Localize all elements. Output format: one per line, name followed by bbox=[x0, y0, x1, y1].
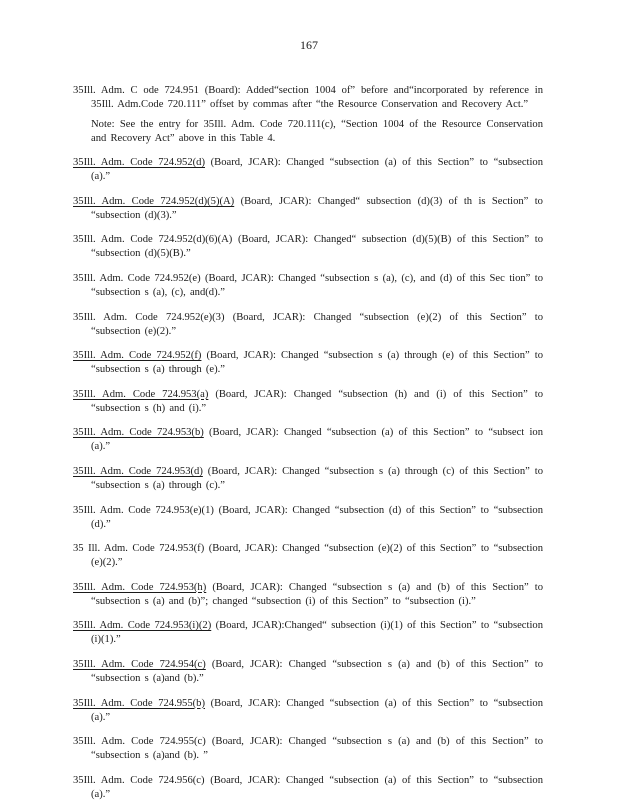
amendment-entry: 35Ill. Adm. C ode 724.951 (Board): Added“section 1004 of” before and“incorporated by reference in 35Ill. Adm.Code 720.111” offset by commas after “the Resource Conservation and Recovery Act.” bbox=[73, 84, 543, 110]
amendment-entry: 35Ill. Adm. Code 724.952(d)(5)(A) (Board, JCAR): Changed“ subsection (d)(3) of th is Section” to “subsection (d)(3).” bbox=[73, 195, 543, 221]
amendment-entry: 35Ill. Adm. Code 724.953(i)(2) (Board, JCAR):Changed“ subsection (i)(1) of this Section” to “subsection (i)(1).” bbox=[73, 620, 543, 646]
amendment-entry: 35Ill. Adm. Code 724.953(a) (Board, JCAR): Changed “subsection (h) and (i) of this Section” to “subsection s (h) and (i).” bbox=[73, 388, 543, 414]
amendment-entry: 35Ill. Adm. Code 724.952(e) (Board, JCAR): Changed “subsection s (a), (c), and (d) of this Sec tion” to “subsection s (a), (c), and(d).” bbox=[73, 272, 543, 298]
amendment-entry: 35Ill. Adm. Code 724.952(d) (Board, JCAR): Changed “subsection (a) of this Section” to “subsection (a).” bbox=[73, 157, 544, 183]
amendment-note: Note: See the entry for 35Ill. Adm. Code 720.111(c), “Section 1004 of the Resource Conservation and Recovery Act” above in this Table 4. bbox=[91, 118, 543, 144]
amendment-entry: 35Ill. Adm. Code 724.953(h) (Board, JCAR): Changed “subsection s (a) and (b) of this Section” to “subsection s (a) and (b)”; changed “subsection (i) of this Section” to “subsection (i).” bbox=[73, 581, 543, 607]
amendment-entry: 35Ill. Adm. Code 724.953(e)(1) (Board, JCAR): Changed “subsection (d) of this Section” to “subsection (d).” bbox=[73, 504, 543, 530]
amendment-list bbox=[73, 73, 543, 808]
page-number: 167 bbox=[300, 38, 318, 52]
amendment-entry: 35 Ill. Adm. Code 724.953(f) (Board, JCAR): Changed “subsection (e)(2) of this Section” to “subsection (e)(2).” bbox=[73, 543, 543, 569]
amendment-entry: 35Ill. Adm. Code 724.952(e)(3) (Board, JCAR): Changed “subsection (e)(2) of this Section” to “subsection (e)(2).” bbox=[73, 311, 543, 337]
amendment-entry: 35Ill. Adm. Code 724.953(b) (Board, JCAR): Changed “subsection (a) of this Section” to “subsect ion (a).” bbox=[73, 427, 543, 453]
amendment-entry: 35Ill. Adm. Code 724.954(c) (Board, JCAR): Changed “subsection s (a) and (b) of this Section” to “subsection s (a)and (b).” bbox=[73, 658, 544, 684]
amendment-entry: 35Ill. Adm. Code 724.955(c) (Board, JCAR): Changed “subsection s (a) and (b) of this Section” to “subsection s (a)and (b). ” bbox=[73, 736, 543, 762]
amendment-entry: 35Ill. Adm. Code 724.955(b) (Board, JCAR): Changed “subsection (a) of this Section” to “subsection (a).” bbox=[73, 697, 544, 723]
amendment-entry: 35Ill. Adm. Code 724.956(c) (Board, JCAR): Changed “subsection (a) of this Section” to “subsection (a).” bbox=[73, 774, 543, 800]
amendment-entry: 35Ill. Adm. Code 724.953(d) (Board, JCAR): Changed “subsection s (a) through (c) of this Section” to “subsection s (a) through (c).” bbox=[73, 465, 544, 491]
amendment-entry: 35Ill. Adm. Code 724.952(f) (Board, JCAR): Changed “subsection s (a) through (e) of this Section” to “subsection s (a) through (e).” bbox=[73, 350, 543, 376]
amendment-entry: 35Ill. Adm. Code 724.952(d)(6)(A) (Board, JCAR): Changed“ subsection (d)(5)(B) of this Section” to “subsection (d)(5)(B).” bbox=[73, 234, 543, 260]
